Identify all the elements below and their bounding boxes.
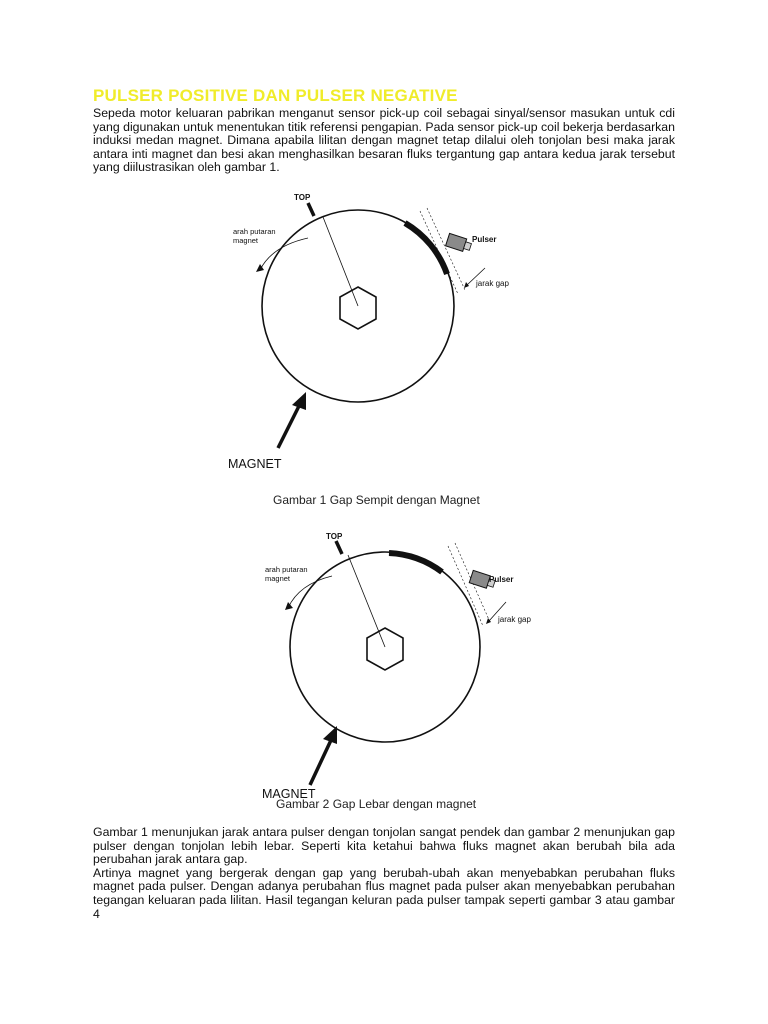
document-title: PULSER POSITIVE DAN PULSER NEGATIVE (93, 86, 458, 105)
figure-2-diagram (252, 530, 552, 802)
figure-1-caption: Gambar 1 Gap Sempit dengan Magnet (273, 493, 480, 507)
rotation-arrowhead (285, 602, 293, 610)
body-text-1: Gambar 1 menunjukan jarak antara pulser dengan tonjolan sangat pendek dan gambar 2 menunjukan gap pulser dengan tonjolan lebih lebar. Seperti kita ketahui bahwa fluks magnet akan berubah bila ada perubahan jarak antara gap. (93, 825, 675, 867)
pulser-sensor (446, 233, 473, 253)
body-paragraph (93, 826, 675, 921)
gap-arrowhead (464, 282, 469, 288)
hexagon-hub (367, 628, 403, 670)
rotation-arrow (288, 576, 332, 608)
magnet-arrowhead (323, 726, 337, 744)
rotation-label-1: arah putaran (265, 565, 308, 574)
pulser-label: Pulser (489, 575, 514, 584)
gap-label: jarak gap (498, 615, 531, 624)
gap-line-1 (420, 211, 458, 294)
rotation-label-1: arah putaran (233, 227, 276, 236)
body-text-2: Artinya magnet yang bergerak dengan gap yang berubah-ubah akan menyebabkan perubahan fluks magnet pada pulser. Dengan adanya perubahan flus magnet pada pulser akan menyebabkan perubahan tegangan keluaran pada lilitan. Hasil tegangan keluran pada pulser tampak seperti gambar 3 atau gambar 4 (93, 865, 675, 921)
hexagon-hub (340, 287, 376, 329)
magnet-arrow (310, 738, 332, 785)
top-label: TOP (326, 532, 343, 541)
magnet-protrusion (405, 223, 447, 274)
intro-text: Sepeda motor keluaran pabrikan menganut sensor pick-up coil sebagai sinyal/sensor masukan untuk cdi yang digunakan untuk menentukan titik referensi pengapian. Pada sensor pick-up coil bekerja berdasarkan induksi medan magnet. Dimana apabila lilitan dengan magnet tetap dilalui oleh tonjolan besi maka jarak antara inti magnet dan besi akan menghasilkan besaran fluks tergantung gap antara kedua jarak tersebut yang diilustrasikan oleh gambar 1. (93, 106, 675, 175)
top-reference-line (323, 217, 358, 306)
magnet-label: MAGNET (228, 457, 282, 471)
top-marker (308, 203, 314, 216)
magnet-protrusion (389, 553, 442, 572)
top-reference-line (348, 555, 385, 647)
top-marker (336, 541, 342, 554)
rotation-label-2: magnet (265, 574, 291, 583)
magnet-label: MAGNET (262, 787, 316, 801)
top-label: TOP (294, 193, 311, 202)
magnet-arrowhead (292, 392, 306, 410)
magnet-arrow (278, 404, 300, 448)
rotation-label-2: magnet (233, 236, 259, 245)
figure-1-diagram (220, 186, 540, 476)
figure-2-caption: Gambar 2 Gap Lebar dengan magnet (276, 797, 477, 811)
pulser-label: Pulser (472, 235, 497, 244)
intro-paragraph (93, 107, 675, 175)
rotation-arrow (260, 238, 308, 270)
gap-label: jarak gap (476, 279, 509, 288)
gap-arrowhead (486, 618, 491, 624)
